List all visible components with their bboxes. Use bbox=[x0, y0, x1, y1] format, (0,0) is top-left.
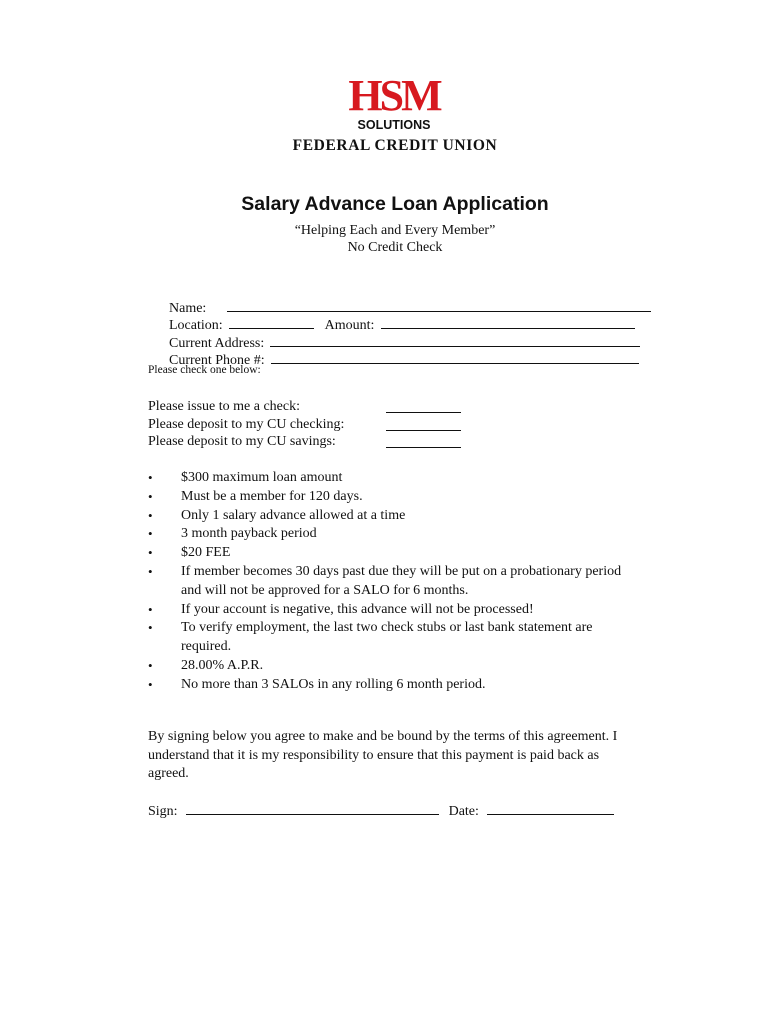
address-field[interactable] bbox=[270, 333, 640, 347]
signature-field[interactable] bbox=[186, 801, 439, 815]
list-item: • If member becomes 30 days past due they will be put on a probationary period and will not be approved for a SALO for 6 months. bbox=[148, 563, 638, 601]
option-check-field[interactable] bbox=[386, 417, 461, 431]
option-row bbox=[148, 398, 468, 416]
address-label: Current Address: bbox=[169, 335, 265, 351]
list-item: • To verify employment, the last two check stubs or last bank statement are required. bbox=[148, 619, 638, 657]
list-item: • No more than 3 SALOs in any rolling 6 month period. bbox=[148, 676, 638, 695]
amount-field[interactable] bbox=[381, 315, 635, 329]
location-label: Location: bbox=[169, 318, 223, 333]
org-name: FEDERAL CREDIT UNION bbox=[292, 137, 498, 154]
location-field[interactable] bbox=[229, 315, 314, 329]
list-item: • 3 month payback period bbox=[148, 525, 638, 544]
date-label: Date: bbox=[448, 804, 479, 819]
loan-terms-list bbox=[148, 469, 638, 695]
phone-field[interactable] bbox=[271, 350, 639, 364]
form-tagline: “Helping Each and Every Member” bbox=[294, 223, 496, 238]
form-title: Salary Advance Loan Application bbox=[241, 193, 549, 215]
option-check-field[interactable] bbox=[386, 399, 461, 413]
date-field[interactable] bbox=[487, 801, 614, 815]
logo-mark: HSM bbox=[348, 76, 440, 120]
hsm-solutions-logo bbox=[343, 76, 445, 132]
signature-row bbox=[148, 801, 614, 820]
logo-subtext: SOLUTIONS bbox=[357, 118, 431, 132]
option-label: Please issue to me a check: bbox=[148, 399, 301, 414]
list-item: • If your account is negative, this advance will not be processed! bbox=[148, 601, 638, 620]
sign-label: Sign: bbox=[148, 804, 178, 819]
name-field[interactable] bbox=[227, 298, 651, 312]
form-subtitle: No Credit Check bbox=[347, 240, 443, 255]
list-item: • $20 FEE bbox=[148, 544, 638, 563]
option-label: Please deposit to my CU checking: bbox=[148, 416, 345, 432]
phone-label: Current Phone #: bbox=[169, 353, 265, 368]
name-label: Name: bbox=[169, 300, 207, 316]
list-item: • Only 1 salary advance allowed at a time bbox=[148, 507, 638, 526]
applicant-fields bbox=[148, 280, 651, 368]
option-row bbox=[148, 433, 468, 451]
option-row bbox=[148, 416, 468, 434]
list-item: • Must be a member for 120 days. bbox=[148, 488, 638, 507]
check-instruction: Please check one below: bbox=[148, 364, 261, 376]
option-check-field[interactable] bbox=[386, 434, 461, 448]
list-item: • 28.00% A.P.R. bbox=[148, 657, 638, 676]
list-item: • $300 maximum loan amount bbox=[148, 469, 638, 488]
agreement-text: By signing below you agree to make and be bound by the terms of this agreement. I understand that it is my responsibility to ensure that this payment is paid back as agreed. bbox=[148, 729, 618, 782]
amount-label: Amount: bbox=[324, 318, 375, 333]
option-label: Please deposit to my CU savings: bbox=[148, 434, 336, 450]
name-row bbox=[148, 280, 651, 316]
disbursement-options bbox=[148, 398, 468, 451]
